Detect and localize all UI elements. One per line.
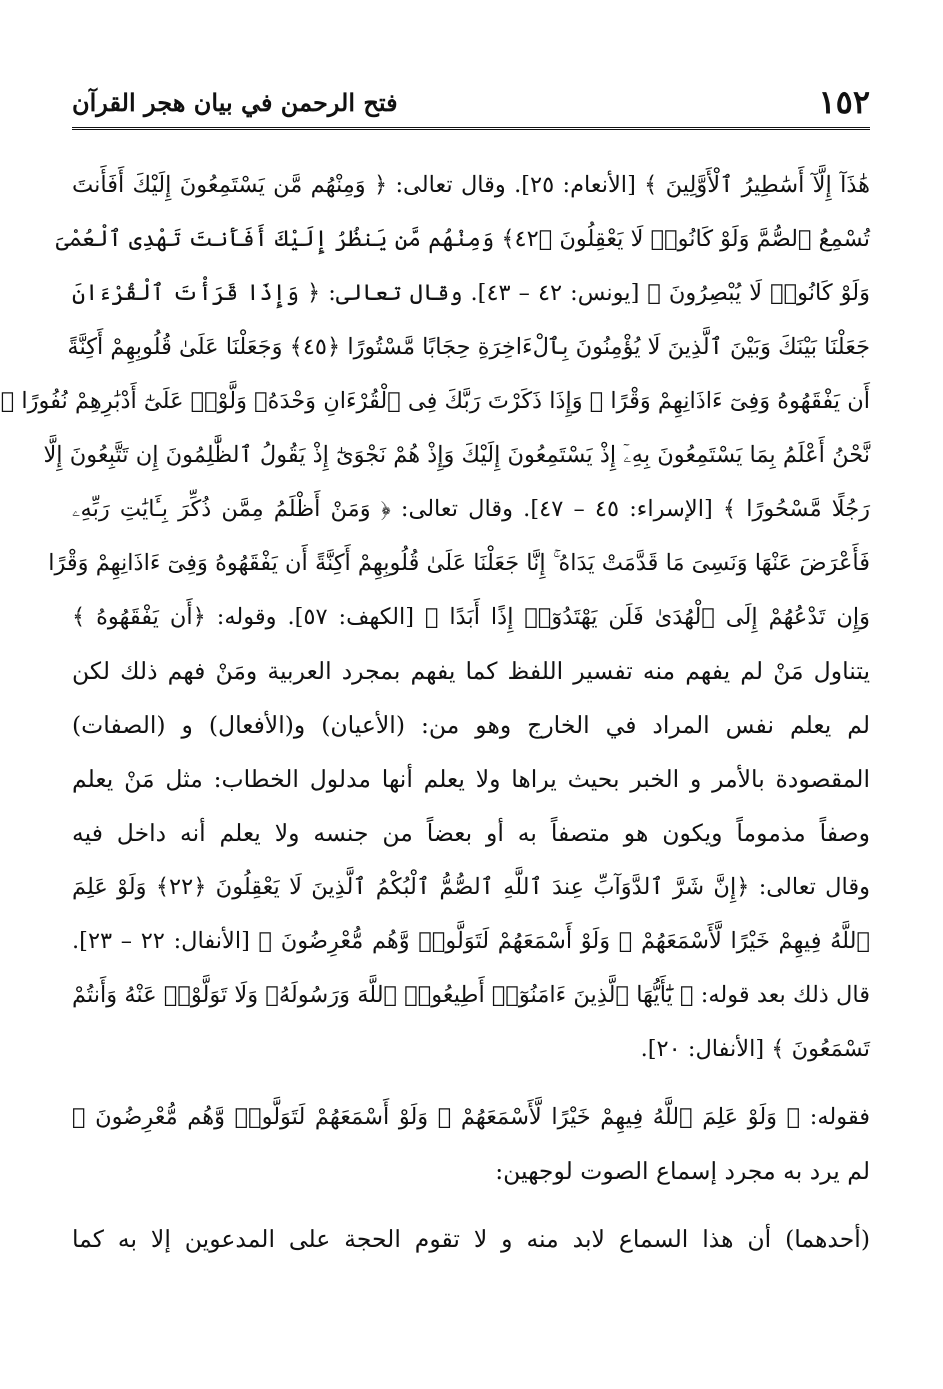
text-line: تُسْمِعُ ٱلصُّمَّ وَلَوْ كَانُوا۟ لَا يَعْقِلُونَ ﴿٤٢﴾ وَمِنْهُم مَّن يَنظُرُ إِلَيْكَ أَفَأَنتَ تَهْدِى ٱلْعُمْىَ (55, 226, 870, 252)
text-line: وصفاً مذموماً ويكون هو متصفاً به أو بعضاً من جنسه ولا يعلم أنه داخل فيه (72, 819, 870, 847)
header-rule (72, 127, 870, 130)
text-line: لم يرد به مجرد إسماع الصوت لوجهين: (495, 1157, 870, 1185)
text-line: أَن يَفْقَهُوهُ وَفِىٓ ءَاذَانِهِمْ وَقْرًا ۚ وَإِذَا ذَكَرْتَ رَبَّكَ فِى ٱلْقُرْءَانِ وَحْدَهُۥ وَلَّوْا۟ عَلَىٰٓ أَدْبَٰرِهِمْ نُفُورًا ﴿ (0, 388, 870, 414)
text-line: وَلَوْ كَانُوا۟ لَا يُبْصِرُونَ ﴾ [يونس: ٤٢ – ٤٣]. وقال تعالى: ﴿ وَإِذَا قَرَأْتَ ٱلْقُرْءَانَ (72, 280, 870, 306)
text-line: جَعَلْنَا بَيْنَكَ وَبَيْنَ ٱلَّذِينَ لَا يُؤْمِنُونَ بِٱلْءَاخِرَةِ حِجَابًا مَّسْتُورًا ﴿٤٥﴾ وَجَعَلْنَا عَلَىٰ قُلُوبِهِمْ أَكِنَّةً (67, 334, 870, 360)
paragraph-gap (72, 1076, 870, 1090)
text-line: ٱللَّهُ فِيهِمْ خَيْرًا لَّأَسْمَعَهُمْ ۖ وَلَوْ أَسْمَعَهُمْ لَتَوَلَّوا۟ وَّهُم مُّعْرِضُونَ ﴾ [الأنفال: ٢٢ – ٢٣]. (72, 928, 870, 954)
page-number: ١٥٢ (818, 83, 870, 121)
text-line: وقال تعالى: ﴿إِنَّ شَرَّ ٱلدَّوَآبِّ عِندَ ٱللَّهِ ٱلصُّمُّ ٱلْبُكْمُ ٱلَّذِينَ لَا يَعْقِلُونَ ﴿٢٢﴾ وَلَوْ عَلِمَ (72, 874, 870, 900)
text-line: رَجُلًا مَّسْحُورًا ﴾ [الإسراء: ٤٥ – ٤٧]. وقال تعالى: ﴿ وَمَنْ أَظْلَمُ مِمَّن ذُكِّرَ بِـَٔايَٰتِ رَبِّهِۦ (72, 496, 870, 522)
paragraph-gap (72, 1198, 870, 1212)
text-line: يتناول مَنْ لم يفهم منه تفسير اللفظ كما يفهم بمجرد العربية ومَنْ فهم ذلك لكن (72, 657, 870, 685)
text-line: المقصودة بالأمر و الخبر بحيث يراها ولا يعلم أنها مدلول الخطاب: مثل مَنْ يعلم (72, 765, 870, 793)
text-line: لم يعلم نفس المراد في الخارج وهو من: (الأعيان) و(الأفعال) و (الصفات) (72, 711, 870, 739)
page-header (72, 78, 870, 130)
text-line: تَسْمَعُونَ ﴾ [الأنفال: ٢٠]. (640, 1036, 870, 1062)
text-line: (أحدهما) أن هذا السماع لابد منه و لا تقوم الحجة على المدعوين إلا به كما (72, 1225, 870, 1253)
text-line: فقوله: ﴿ وَلَوْ عَلِمَ ٱللَّهُ فِيهِمْ خَيْرًا لَّأَسْمَعَهُمْ ۖ وَلَوْ أَسْمَعَهُمْ لَتَوَلَّوا۟ وَّهُم مُّعْرِضُونَ ﴾ (72, 1104, 870, 1130)
text-line: قال ذلك بعد قوله: ﴿ يَٰٓأَيُّهَا ٱلَّذِينَ ءَامَنُوٓا۟ أَطِيعُوا۟ ٱللَّهَ وَرَسُولَهُۥ وَلَا تَوَلَّوْا۟ عَنْهُ وَأَنتُمْ (72, 982, 870, 1008)
text-line: نَّحْنُ أَعْلَمُ بِمَا يَسْتَمِعُونَ بِهِۦٓ إِذْ يَسْتَمِعُونَ إِلَيْكَ وَإِذْ هُمْ نَجْوَىٰٓ إِذْ يَقُولُ ٱلظَّٰلِمُونَ إِن تَتَّبِعُونَ إِلَّا (43, 442, 870, 468)
running-title: فتح الرحمن في بيان هجر القرآن (72, 88, 398, 117)
text-line: فَأَعْرَضَ عَنْهَا وَنَسِىَ مَا قَدَّمَتْ يَدَاهُ ۚ إِنَّا جَعَلْنَا عَلَىٰ قُلُوبِهِمْ أَكِنَّةً أَن يَفْقَهُوهُ وَفِىٓ ءَاذَانِهِمْ وَقْرًا (48, 550, 870, 576)
text-line: هَٰذَآ إِلَّآ أَسَٰطِيرُ ٱلْأَوَّلِينَ ﴾ [الأنعام: ٢٥]. وقال تعالى: ﴿ وَمِنْهُم مَّن يَسْتَمِعُونَ إِلَيْكَ أَفَأَنتَ (72, 172, 870, 198)
page-body (0, 158, 870, 1266)
text-line: وَإِن تَدْعُهُمْ إِلَى ٱلْهُدَىٰ فَلَن يَهْتَدُوٓا۟ إِذًا أَبَدًا ﴾ [الكهف: ٥٧]. وقوله: ﴿أَن يَفْقَهُوهُ ﴾ (72, 604, 870, 630)
